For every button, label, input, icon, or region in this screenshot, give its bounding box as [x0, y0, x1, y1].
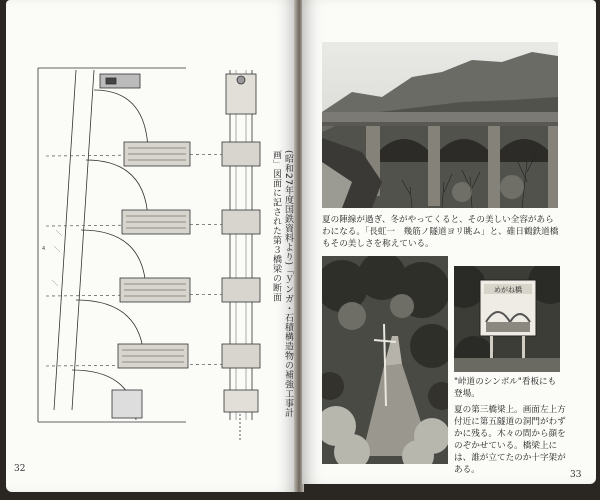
bridge-photo-image [322, 42, 558, 208]
caption-sign: "峠道のシンボル"看板にも登場。 [454, 377, 557, 399]
left-page [6, 0, 296, 492]
bridge-elevation-drawing [36, 50, 286, 450]
photo-bridge-winter [322, 42, 558, 208]
page-number-left: 32 [14, 464, 26, 474]
photo-sign [454, 266, 560, 372]
svg-text:4: 4 [42, 246, 46, 252]
page-number-right: 33 [570, 470, 582, 480]
drawing-caption: (昭和27年度国鉄資料より)「ｙンガ・石積構造物の補強工事計画」図面に記された第３橋梁の断面 [271, 150, 293, 418]
book-spread [6, 0, 596, 500]
caption-bridge-summer: 夏の第三橋梁上。画面左上方付近に第五隧道の洞門がわずかに残る。木々の間から顔をのぞかせている。橋梁上には、誰が立てたのか十字架がある。 [454, 405, 566, 475]
summer-photo-image [322, 256, 448, 464]
sign-text: めがね橋 [494, 286, 522, 294]
right-page [302, 0, 596, 484]
photo-bridge-summer [322, 256, 448, 464]
caption-bridge-winter: 夏の陣線が過ぎ、冬がやってくると、その美しい全容があらわになる。「長虹一 幾筋ノ隧道ヨリ眺ム」と、碓日鶴鉄道橋もその美しさを称えている。 [322, 215, 559, 249]
sign-photo-image [454, 266, 560, 372]
